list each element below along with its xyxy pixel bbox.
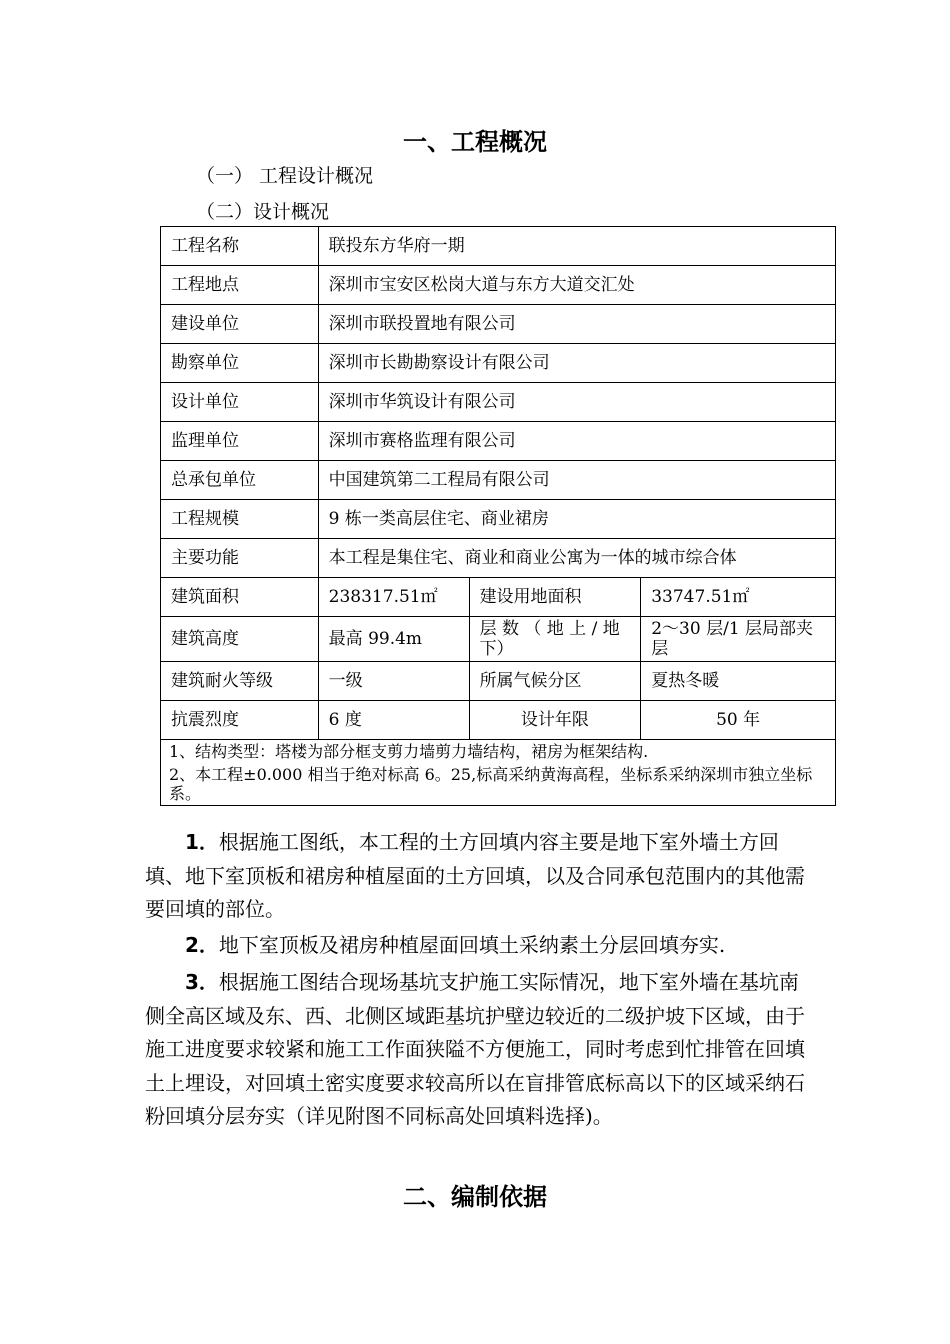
paragraph-text: 地下室顶板及裙房种植屋面回填土采纳素土分层回填夯实. bbox=[218, 933, 726, 957]
table-value: 深圳市宝安区松岗大道与东方大道交汇处 bbox=[318, 266, 835, 305]
subheading-design-summary: （二）设计概况 bbox=[196, 201, 330, 223]
table-label: 工程规模 bbox=[161, 500, 319, 539]
table-row bbox=[161, 701, 836, 740]
table-label: 所属气候分区 bbox=[469, 662, 641, 701]
table-value: 6 度 bbox=[318, 701, 469, 740]
paragraph-number: 2． bbox=[185, 933, 219, 957]
table-label: 建设单位 bbox=[161, 305, 319, 344]
paragraph-number: 3． bbox=[185, 970, 219, 994]
table-value: 33747.51㎡ bbox=[641, 578, 836, 617]
table-value: 深圳市华筑设计有限公司 bbox=[318, 383, 835, 422]
table-label: 工程名称 bbox=[161, 227, 319, 266]
table-row bbox=[161, 617, 836, 662]
table-value: 联投东方华府一期 bbox=[318, 227, 835, 266]
table-label: 建筑面积 bbox=[161, 578, 319, 617]
table-value: 2～30 层/1 层局部夹层 bbox=[641, 617, 836, 662]
table-row bbox=[161, 578, 836, 617]
table-row bbox=[161, 662, 836, 701]
table-label: 工程地点 bbox=[161, 266, 319, 305]
paragraph-text: 根据施工图纸，本工程的土方回填内容主要是地下室外墙土方回填、地下室顶板和裙房种植屋面的土方回填，以及合同承包范围内的其他需要回填的部位。 bbox=[145, 830, 805, 921]
table-label: 设计单位 bbox=[161, 383, 319, 422]
paragraph-text: 根据施工图结合现场基坑支护施工实际情况，地下室外墙在基坑南侧全高区域及东、西、北侧区域距基坑护壁边较近的二级护坡下区域，由于施工进度要求较紧和施工工作面狭隘不方便施工，同时考虑到忙排管在回填土上埋设，对回填土密实度要求较高所以在盲排管底标高以下的区域采纳石粉回填分层夯实（详见附图不同标高处回填料选择)。 bbox=[145, 970, 805, 1128]
table-label: 主要功能 bbox=[161, 539, 319, 578]
table-value: 一级 bbox=[318, 662, 469, 701]
table-label: 建筑耐火等级 bbox=[161, 662, 319, 701]
table-value: 深圳市长勘勘察设计有限公司 bbox=[318, 344, 835, 383]
table-label: 勘察单位 bbox=[161, 344, 319, 383]
table-value: 9 栋一类高层住宅、商业裙房 bbox=[318, 500, 835, 539]
table-value: 深圳市联投置地有限公司 bbox=[318, 305, 835, 344]
table-row bbox=[161, 383, 836, 422]
project-info-table bbox=[160, 226, 836, 806]
table-value: 50 年 bbox=[641, 701, 836, 740]
body-paragraph bbox=[145, 826, 810, 927]
table-value: 最高 99.4m bbox=[318, 617, 469, 662]
table-row bbox=[161, 461, 836, 500]
table-label: 抗震烈度 bbox=[161, 701, 319, 740]
table-row bbox=[161, 422, 836, 461]
table-value: 深圳市赛格监理有限公司 bbox=[318, 422, 835, 461]
table-label: 设计年限 bbox=[469, 701, 641, 740]
paragraph-number: 1． bbox=[185, 830, 219, 854]
table-row bbox=[161, 266, 836, 305]
subheading-design-overview: （一） 工程设计概况 bbox=[196, 165, 374, 187]
section-heading-1: 一、工程概况 bbox=[403, 128, 547, 156]
table-label: 总承包单位 bbox=[161, 461, 319, 500]
table-label: 监理单位 bbox=[161, 422, 319, 461]
note-line: 2、本工程±0.000 相当于绝对标高 6。25,标高采纳黄海高程，坐标系采纳深圳市独立坐标系。 bbox=[169, 765, 813, 803]
table-value: 夏热冬暖 bbox=[641, 662, 836, 701]
table-label: 建设用地面积 bbox=[469, 578, 641, 617]
table-row bbox=[161, 305, 836, 344]
table-label: 层 数 （ 地 上 / 地 下） bbox=[469, 617, 641, 662]
table-value: 本工程是集住宅、商业和商业公寓为一体的城市综合体 bbox=[318, 539, 835, 578]
note-line: 1、结构类型：塔楼为部分框支剪力墙剪力墙结构，裙房为框架结构. bbox=[169, 742, 649, 761]
table-label: 建筑高度 bbox=[161, 617, 319, 662]
table-value: 238317.51㎡ bbox=[318, 578, 469, 617]
table-notes-row bbox=[161, 740, 836, 806]
section-heading-2: 二、编制依据 bbox=[403, 1183, 547, 1211]
table-row bbox=[161, 500, 836, 539]
table-value: 中国建筑第二工程局有限公司 bbox=[318, 461, 835, 500]
table-row bbox=[161, 227, 836, 266]
body-paragraph bbox=[145, 929, 810, 963]
body-paragraph bbox=[145, 966, 810, 1134]
table-notes bbox=[161, 740, 836, 806]
table-row bbox=[161, 539, 836, 578]
table-row bbox=[161, 344, 836, 383]
